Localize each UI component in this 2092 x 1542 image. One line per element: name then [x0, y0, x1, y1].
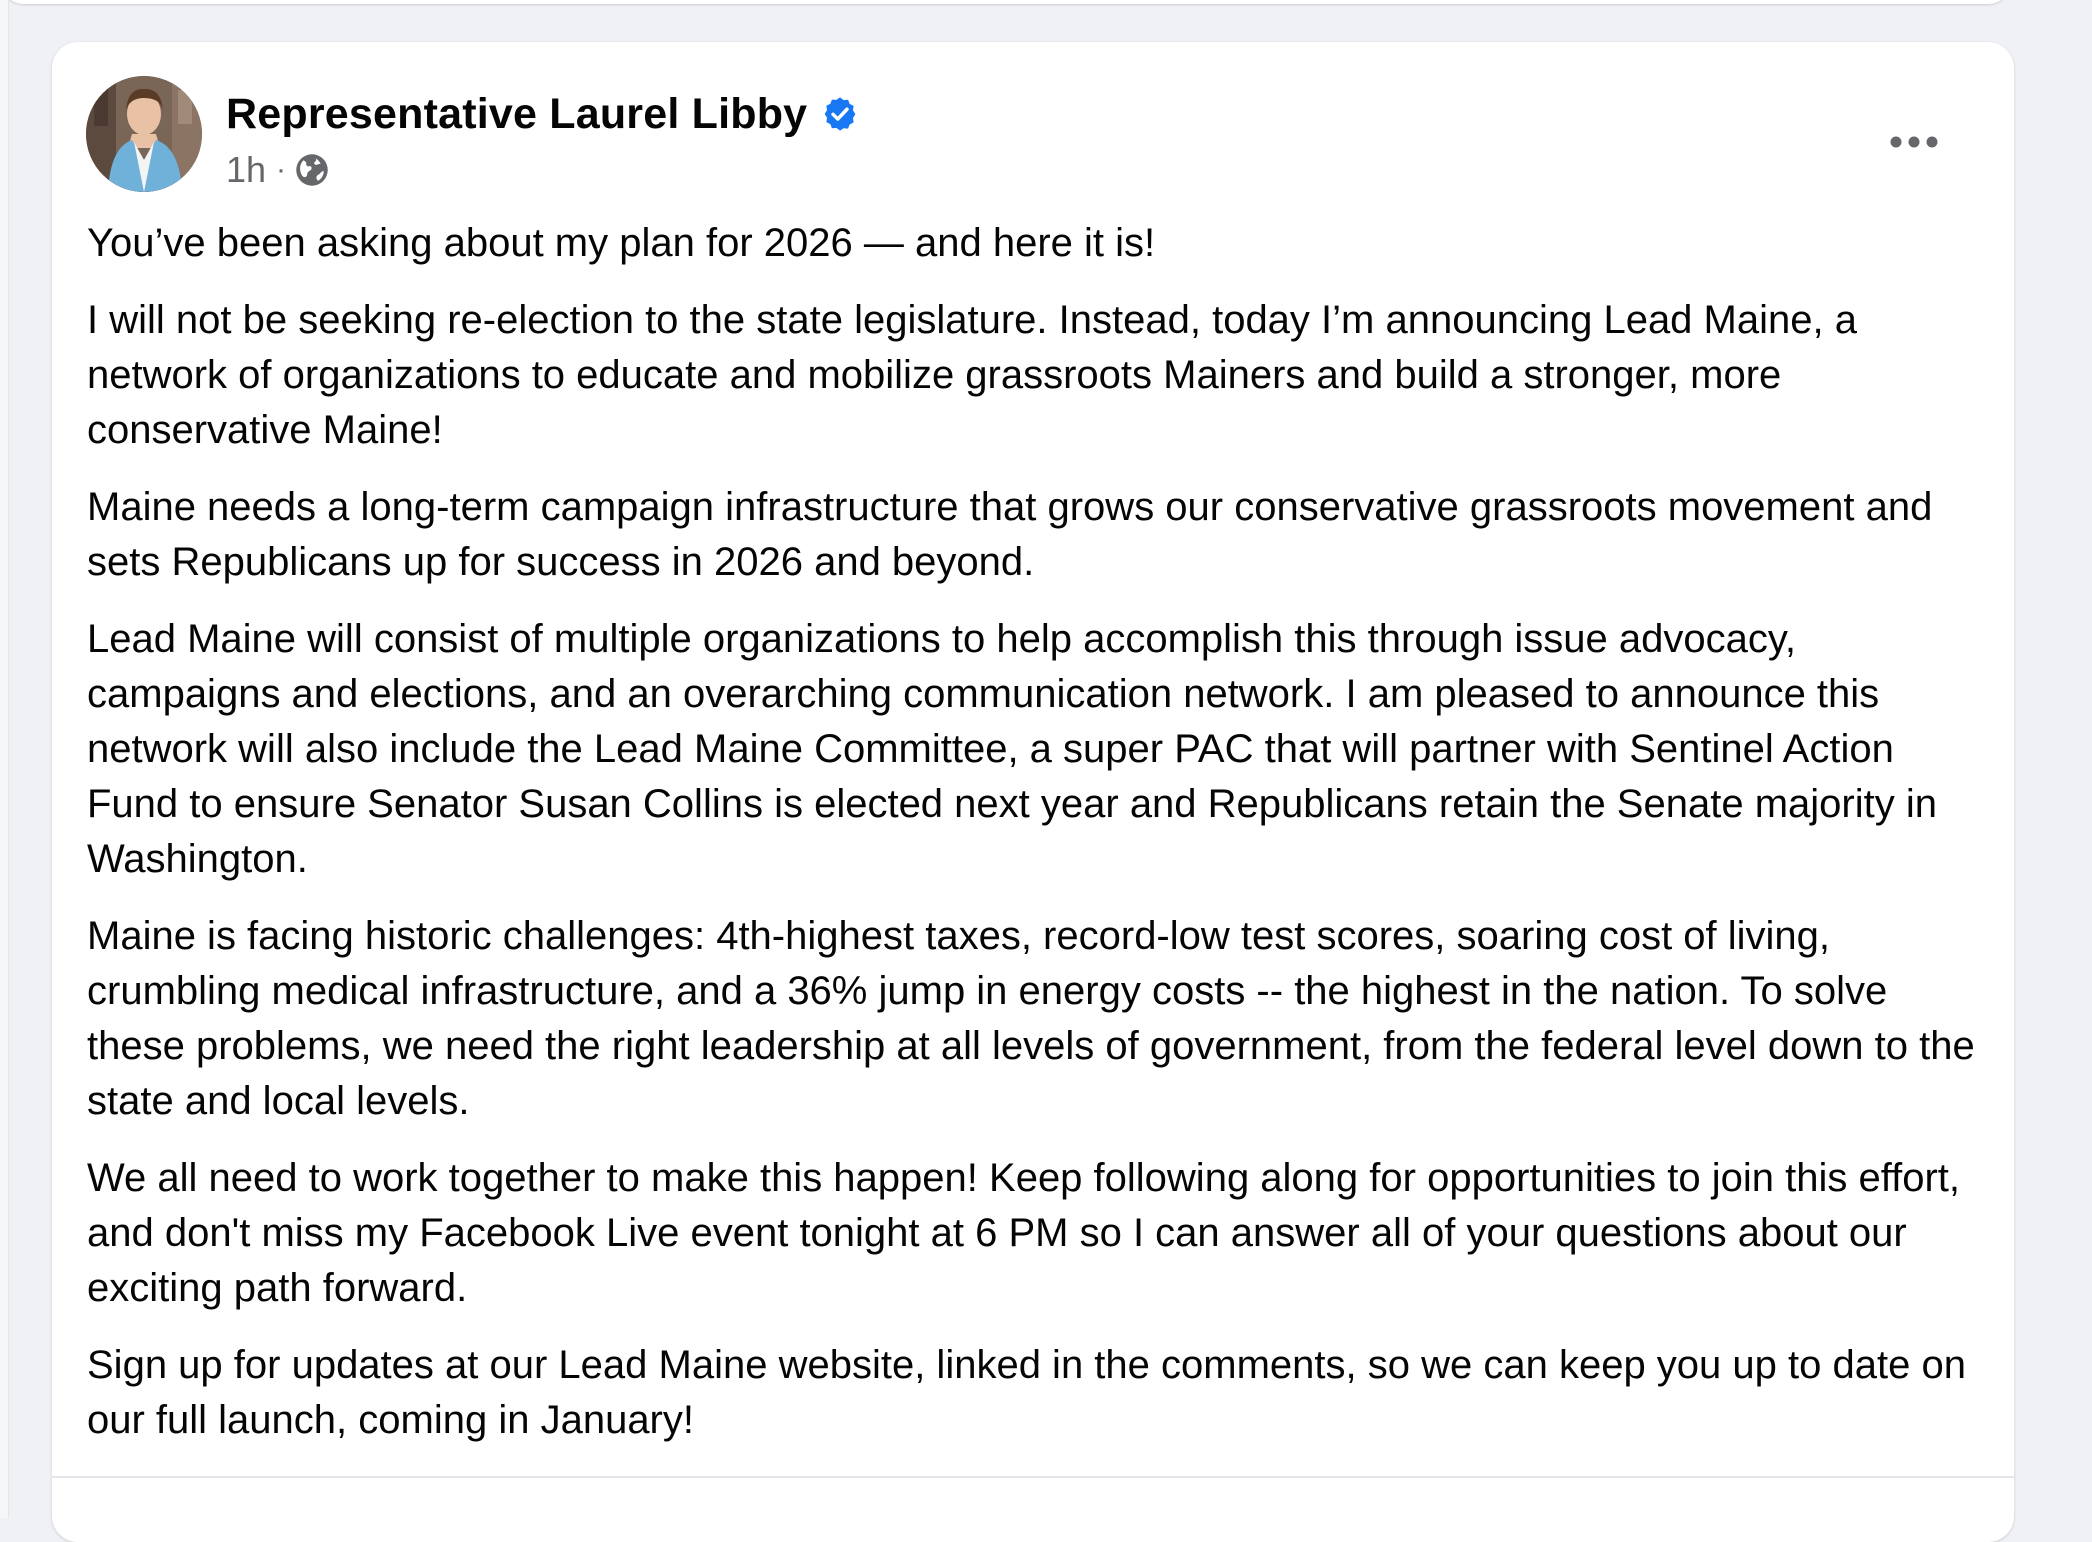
- post-paragraph: You’ve been asking about my plan for 2026 — and here it is!: [87, 221, 1156, 265]
- post-paragraph: Maine is facing historic challenges: 4th-highest taxes, record-low test scores, soaring cost of living, crumbling medical infrastructure, and a 36% jump in energy costs -- the highest in the nation. To solve these problems, we need the right leadership at all levels of government, from the federal level down to the state and local levels.: [87, 914, 1975, 1123]
- post-paragraph: We all need to work together to make this happen! Keep following along for opportunities to join this effort, and don't miss my Facebook Live event tonight at 6 PM so I can answer all of your questions about our exciting path forward.: [87, 1156, 1960, 1310]
- author-row: [226, 86, 859, 142]
- left-rail: [0, 0, 9, 1518]
- post-card: [52, 42, 2014, 1542]
- previous-post-card-edge: [0, 0, 2012, 4]
- post-timestamp[interactable]: 1h: [226, 149, 267, 190]
- post-header: [86, 76, 1980, 192]
- avatar-photo: [86, 76, 202, 192]
- post-meta: [226, 144, 859, 196]
- post-footer-divider: [52, 1476, 2014, 1478]
- verified-badge-icon: [821, 95, 859, 133]
- more-options-icon: [1889, 135, 1939, 149]
- author-name[interactable]: Representative Laurel Libby: [226, 89, 808, 138]
- post-paragraph: Lead Maine will consist of multiple organizations to help accomplish this through issue advocacy, campaigns and elections, and an overarching communication network. I am pleased to announce this network will also include the Lead Maine Committee, a super PAC that will partner with Sentinel Action Fund to ensure Senator Susan Collins is elected next year and Republicans retain the Senate majority in Washington.: [87, 617, 1937, 881]
- post-paragraph: I will not be seeking re-election to the state legislature. Instead, today I’m announcing Lead Maine, a network of organizations to educate and mobilize grassroots Mainers and build a stronger, more conservative Maine!: [87, 298, 1857, 452]
- more-options-button[interactable]: [1878, 106, 1950, 178]
- globe-icon[interactable]: [294, 152, 330, 188]
- post-paragraph: Sign up for updates at our Lead Maine website, linked in the comments, so we can keep you up to date on our full launch, coming in January!: [87, 1343, 1966, 1442]
- meta-separator: ·: [276, 153, 287, 186]
- post-paragraph: Maine needs a long-term campaign infrastructure that grows our conservative grassroots movement and sets Republicans up for success in 2026 and beyond.: [87, 485, 1933, 584]
- author-avatar[interactable]: [86, 76, 202, 192]
- author-block: [226, 86, 859, 196]
- post-text: [87, 216, 1977, 1470]
